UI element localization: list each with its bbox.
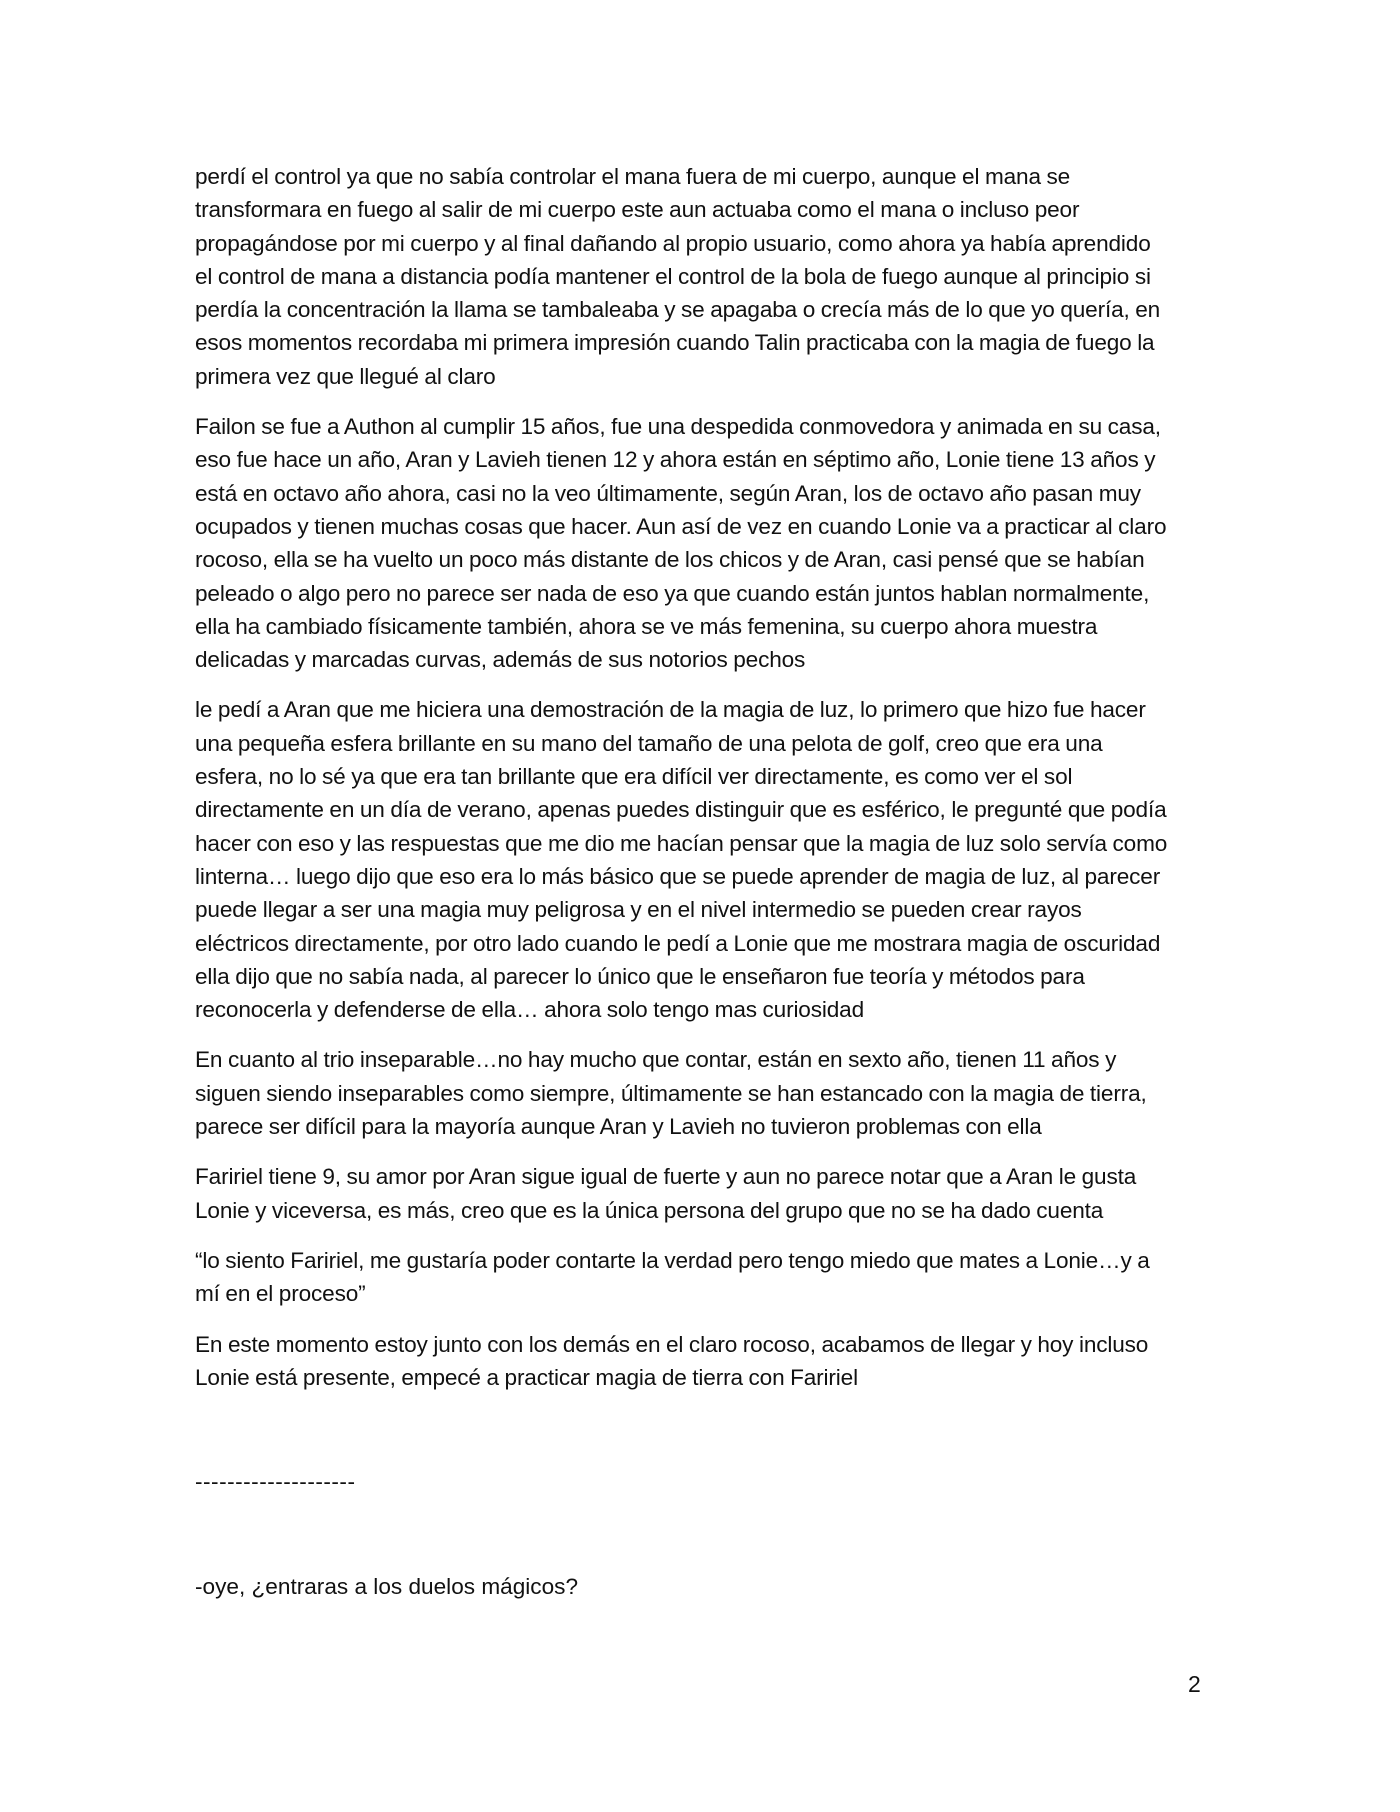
text-line: En cuanto al trio inseparable…no hay mucho que contar, están en sexto año, tienen 11 años y [195,1047,1117,1073]
text-line: Lonie y viceversa, es más, creo que es la única persona del grupo que no se ha dado cuenta [195,1197,1104,1223]
text-line: perdí el control ya que no sabía controlar el mana fuera de mi cuerpo, aunque el mana se [195,164,1071,189]
text-line: Lonie está presente, empecé a practicar magia de tierra con Faririel [195,1364,858,1390]
text-line: linterna… luego dijo que eso era lo más básico que se puede aprender de magia de luz, al parecer [195,863,1161,889]
text-line: directamente en un día de verano, apenas puedes distinguir que es esférico, le pregunté que podía [195,797,1167,823]
text-line: propagándose por mi cuerpo y al final dañando al propio usuario, como ahora ya había aprendido [195,230,1151,256]
paragraph-3 [195,693,1205,1026]
paragraph-2 [195,410,1205,676]
text-line: eléctricos directamente, por otro lado cuando le pedí a Lonie que me mostrara magia de oscuridad [195,930,1161,956]
paragraph-7 [195,1328,1205,1395]
text-line: transformara en fuego al salir de mi cuerpo este aun actuaba como el mana o incluso peor [195,197,1080,223]
text-line: primera vez que llegué al claro [195,363,496,389]
text-line: ocupados y tienen muchas cosas que hacer. Aun así de vez en cuando Lonie va a practicar al claro [195,513,1167,539]
text-line: mí en el proceso” [195,1281,366,1307]
text-line: peleado o algo pero no parece ser nada de eso ya que cuando están juntos hablan normalmente, [195,580,1150,606]
text-line: reconocerla y defenderse de ella… ahora solo tengo mas curiosidad [195,997,864,1023]
text-line: ella dijo que no sabía nada, al parecer lo único que le enseñaron fue teoría y métodos para [195,963,1085,989]
text-line: delicadas y marcadas curvas, además de sus notorios pechos [195,647,806,673]
text-line: rocoso, ella se ha vuelto un poco más distante de los chicos y de Aran, casi pensé que se habían [195,547,1145,573]
dialogue-line: -oye, ¿entraras a los duelos mágicos? [195,1574,579,1599]
text-line: le pedí a Aran que me hiciera una demostración de la magia de luz, lo primero que hizo fue hacer [195,697,1146,723]
text-line: parece ser difícil para la mayoría aunque Aran y Lavieh no tuvieron problemas con ella [195,1114,1042,1140]
body-text [195,160,1205,1411]
text-line: En este momento estoy junto con los demás en el claro rocoso, acabamos de llegar y hoy incluso [195,1331,1149,1357]
page-number: 2 [1188,1671,1201,1697]
paragraph-4 [195,1043,1205,1143]
text-line: está en octavo año ahora, casi no la veo últimamente, según Aran, los de octavo año pasan muy [195,480,1141,506]
text-line: Faririel tiene 9, su amor por Aran sigue igual de fuerte y aun no parece notar que a Aran le gusta [195,1164,1137,1190]
paragraph-1 [195,160,1205,393]
section-separator: -------------------- [195,1469,356,1494]
text-line: el control de mana a distancia podía mantener el control de la bola de fuego aunque al principio si [195,263,1151,289]
text-line: perdía la concentración la llama se tambaleaba y se apagaba o crecía más de lo que yo quería, en [195,297,1161,323]
text-line: ella ha cambiado físicamente también, ahora se ve más femenina, su cuerpo ahora muestra [195,613,1098,639]
paragraph-6 [195,1244,1205,1311]
text-line: una pequeña esfera brillante en su mano del tamaño de una pelota de golf, creo que era una [195,730,1103,756]
text-line: esos momentos recordaba mi primera impresión cuando Talin practicaba con la magia de fuego la [195,330,1155,356]
text-line: eso fue hace un año, Aran y Lavieh tienen 12 y ahora están en séptimo año, Lonie tiene 13 años y [195,447,1156,473]
text-line: hacer con eso y las respuestas que me dio me hacían pensar que la magia de luz solo servía como [195,830,1168,856]
text-line: puede llegar a ser una magia muy peligrosa y en el nivel intermedio se pueden crear rayos [195,897,1082,923]
text-line: “lo siento Faririel, me gustaría poder contarte la verdad pero tengo miedo que mates a Lonie…y a [195,1247,1150,1273]
paragraph-5 [195,1160,1205,1227]
text-line: Failon se fue a Authon al cumplir 15 años, fue una despedida conmovedora y animada en su casa, [195,414,1161,440]
text-line: siguen siendo inseparables como siempre, últimamente se han estancado con la magia de tierra, [195,1080,1147,1106]
text-line: esfera, no lo sé ya que era tan brillante que era difícil ver directamente, es como ver el sol [195,764,1073,790]
